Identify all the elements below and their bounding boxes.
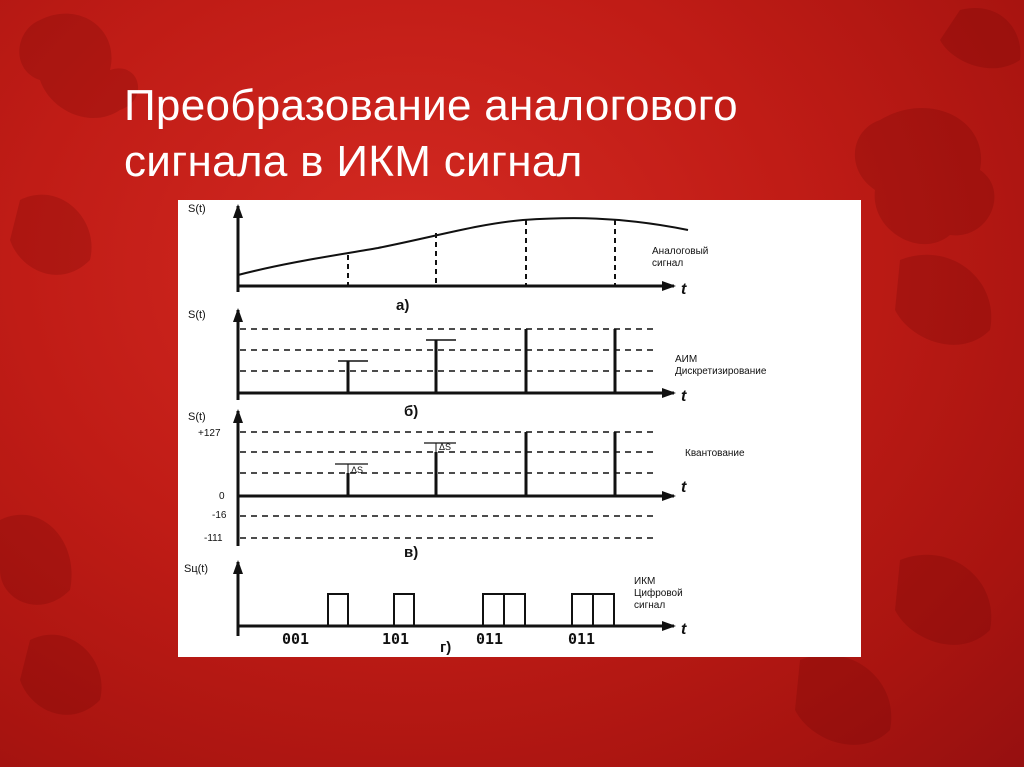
analog-signal-curve — [238, 218, 688, 275]
panel-b-pam-sampling — [188, 309, 767, 420]
pcm-pulse-group-2 — [394, 594, 414, 626]
panel-d-pcm-digital — [184, 562, 687, 656]
panel-d-note-line-1: ИКМ — [634, 576, 656, 587]
panel-a-x-label: t — [681, 281, 687, 298]
panel-c-y-label: S(t) — [188, 411, 206, 423]
pcm-pulse-group-4 — [572, 594, 614, 626]
pam-pulse-1 — [338, 361, 368, 393]
pcm-pulse-group-1 — [328, 594, 348, 626]
slide-title-line-2: сигнала в ИКМ сигнал — [124, 137, 583, 186]
panel-a-caption: а) — [396, 297, 410, 314]
pcm-diagram — [178, 200, 861, 657]
panel-c-caption: в) — [404, 544, 419, 561]
panel-d-x-label: t — [681, 621, 687, 638]
pam-pulse-2 — [426, 340, 456, 393]
pcm-pulse-group-3 — [483, 594, 525, 626]
panel-b-note-line-2: Дискретизирование — [675, 366, 767, 377]
pcm-code-1: 001 — [282, 630, 310, 648]
panel-b-note-line-1: АИМ — [675, 354, 698, 365]
panel-a-note-line-1: Аналоговый — [652, 246, 709, 257]
panel-b-caption: б) — [404, 403, 419, 420]
panel-c-tick-zero: 0 — [219, 491, 225, 502]
panel-c-quantization — [188, 411, 745, 561]
panel-d-y-label: Sц(t) — [184, 563, 209, 575]
panel-b-x-label: t — [681, 388, 687, 405]
panel-c-x-label: t — [681, 479, 687, 496]
panel-a-y-label: S(t) — [188, 203, 206, 215]
panel-c-tick-neg1: -16 — [212, 510, 227, 521]
pcm-code-4: 011 — [568, 630, 596, 648]
panel-d-note-line-3: сигнал — [634, 600, 666, 611]
panel-c-tick-top: +127 — [198, 428, 221, 439]
panel-a-note-line-2: сигнал — [652, 258, 684, 269]
panel-b-y-label: S(t) — [188, 309, 206, 321]
pcm-code-2: 101 — [382, 630, 410, 648]
slide-title — [124, 78, 884, 190]
panel-d-caption: г) — [440, 639, 452, 656]
pcm-code-3: 011 — [476, 630, 504, 648]
panel-c-delta-1: ΔS — [351, 465, 364, 475]
panel-c-tick-neg2: -111 — [204, 533, 223, 544]
panel-c-note: Квантование — [685, 448, 745, 459]
panel-c-delta-2: ΔS — [439, 442, 452, 452]
slide-title-line-1: Преобразование аналогового — [124, 81, 738, 130]
panel-a-analog-signal — [188, 203, 708, 314]
panel-d-note-line-2: Цифровой — [634, 588, 683, 599]
